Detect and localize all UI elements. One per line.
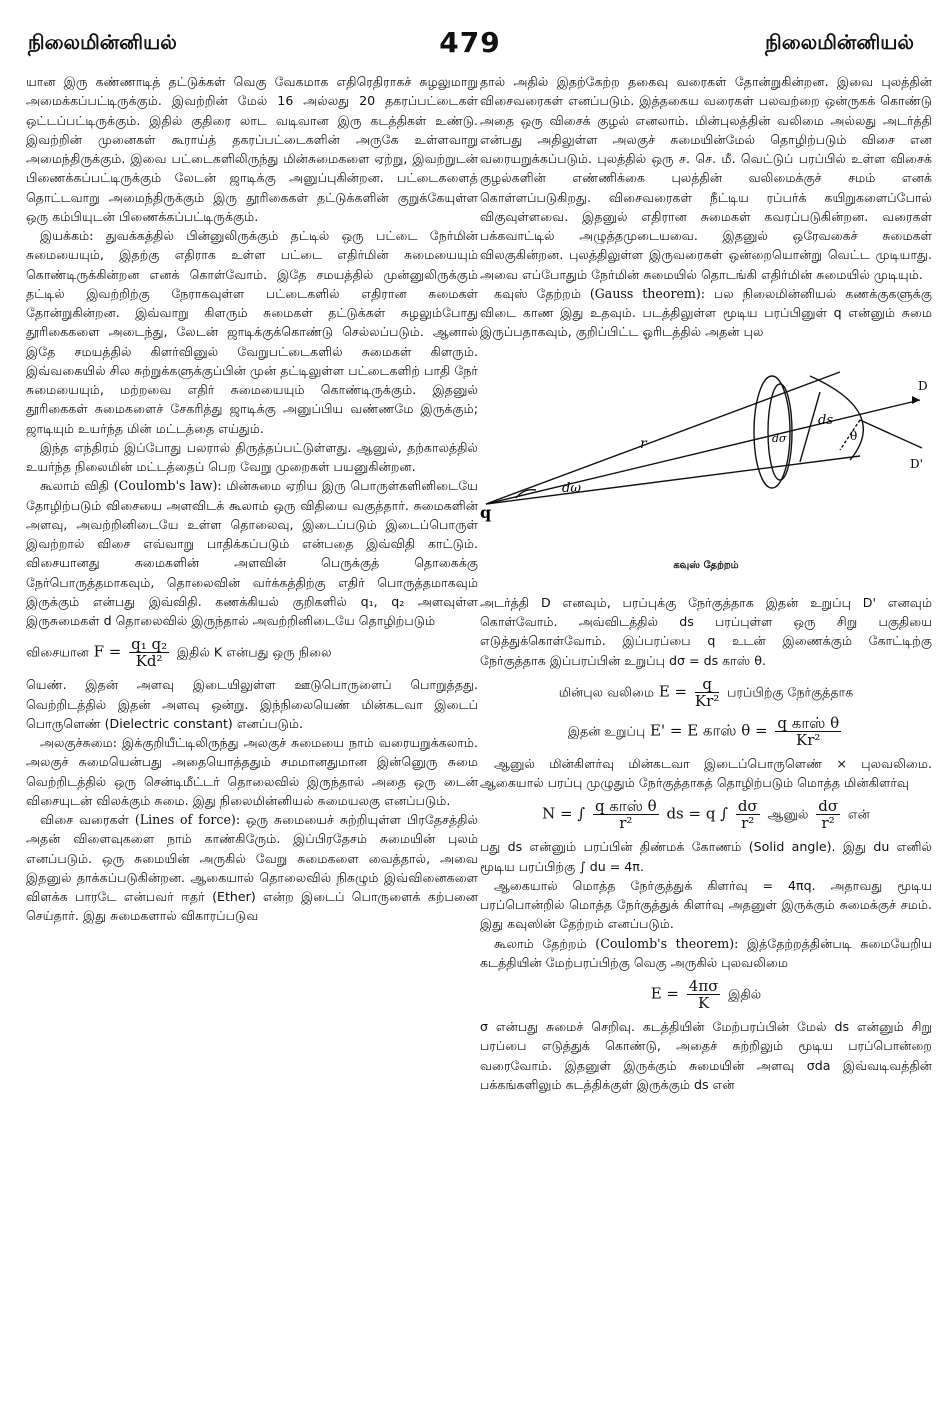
paragraph-text: பல நிலைமின்னியல் கணக்குகளுக்கு விடை காண இது உதவும். படத்திலுள்ள மூடிய பரப்பினுள் q என்னும் சுமை இருப்பதாகவும், குறிப்பிட்ட ஓரிடத்தில் அதன் புல bbox=[480, 285, 932, 340]
gauss-diagram bbox=[480, 352, 932, 552]
paragraph: σ என்பது சுமைச் செறிவு. கடத்தியின் மேற்பரப்பின் மேல் ds என்னும் சிறு பரப்பை எடுத்துக் கொண்டு, அதைச் சுற்றிலும் மூடிய பரப்பொன்றை வரைவோம். இதனுள் இருக்கும் சுமையின் அளவு σda இவ்வடிவத்தின் பக்கங்களிலும் கடத்திக்குள் இருக்கும் ds என் bbox=[480, 1019, 932, 1092]
formula-lhs: E = bbox=[650, 984, 680, 1003]
cone-lower-edge bbox=[486, 456, 860, 504]
section-term: கவுஸ் தேற்றம் (Gauss theorem): bbox=[494, 285, 706, 301]
formula-suffix: பரப்பிற்கு நேர்குத்தாக bbox=[727, 684, 854, 700]
paragraph: யான இரு கண்ணாடித் தட்டுக்கள் வெகு வேகமாக எதிரெதிராகச் சுழலுமாறு அமைக்கப்பட்டிருக்கும். இவற்றின் மேல் 16 அல்லது 20 தகரப்பட்டைகள் ஒட்டப்பட்டிருக்கும். இதில் குதிரை லாட வடிவான இரு கடத்திகள் உண்டு. இவற்றின் முனைகள் கூராய்த் தகரப்பட்டைகளின் அருகே உள்ளவாறு அமைந்திருக்கும். இவை பட்டைகளிலிருந்து மின்சுமைகளை ஏற்று, இவற்றுடன் பிணைக்கப்பட்டிருக்கும் லேடன் ஜாடிக்கு அனுப்புகின்றன. பட்டைகளைத் தொட்டவாறு அமைந்திருக்கும் இரு தூரிகைகள் தட்டுக்களின் குறுக்கேயுள்ள ஒரு கம்பியுடன் பிணைக்கப்பட்டிருக்கும். bbox=[26, 74, 478, 224]
formula-word: ஆனுல் bbox=[767, 806, 809, 822]
running-title-left: நிலைமின்னியல் bbox=[28, 30, 177, 54]
surface-field-formula bbox=[480, 978, 932, 1011]
formula-suffix: இதில் bbox=[728, 986, 762, 1002]
label-D: D bbox=[918, 378, 928, 393]
paragraph bbox=[480, 284, 932, 342]
fraction bbox=[695, 676, 719, 709]
numerator: q₁ q₂ bbox=[131, 635, 168, 654]
label-q: q bbox=[480, 502, 492, 522]
formula-prefix: மின்புல வலிமை bbox=[558, 684, 655, 700]
formula-suffix: இதில் K என்பது ஒரு நிலை bbox=[176, 644, 332, 660]
denominator: r² bbox=[741, 814, 755, 833]
formula-prefix: விசையான bbox=[26, 644, 89, 660]
formula-lhs: F = bbox=[93, 642, 122, 661]
paragraph: ஆனுல் மின்கிளர்வு மின்கடவா இடைப்பொருளெண் × புலவலிமை. ஆகையால் பரப்பு முழுதும் நேர்குத்தாகத் தொழிற்படும் மொத்த மின்கிளர்வு bbox=[480, 755, 932, 790]
paragraph bbox=[26, 733, 478, 810]
left-column bbox=[26, 72, 478, 926]
formula-suffix: என் bbox=[847, 806, 870, 822]
numerator: 4πσ bbox=[688, 977, 719, 995]
fraction bbox=[129, 636, 169, 669]
fraction bbox=[687, 978, 721, 1011]
right-column bbox=[480, 72, 932, 1094]
numerator: q காஸ் θ bbox=[594, 797, 657, 816]
radius-line bbox=[486, 400, 920, 504]
numerator: dσ bbox=[818, 797, 839, 816]
coulomb-formula bbox=[26, 636, 478, 669]
denominator: r² bbox=[619, 814, 633, 833]
denominator: Kr² bbox=[796, 730, 821, 749]
fraction bbox=[816, 798, 840, 831]
paragraph: தால் அதில் இதற்கேற்ற தகைவு வரைகள் தோன்றுகின்றன. இவை புலத்தின் விசைவரைகள் எனப்படும். இத்தகைய வரைகள் பலவற்றை ஒன்ருகக் கொண்டு அதை ஒரு விசைக் குழல் எனலாம். மின்புலத்தின் வலிமை அல்லது அடர்த்தி என்பது அதிலுள்ள அலகுச் சுமையின்மேல் தொழிற்படும் விசை என வரையறுக்கப்படும். புலத்தில் ஒரு ச. செ. மீ. வெட்டுப் பரப்பில் உள்ள விசைக் குழல்களின் எண்ணிக்கை புலத்தின் வலிமைக்குச் சமம் எனக் கொள்ளப்படுகிறது. விசைவரைகள் நீட்டிய ரப்பர்க் கயிறுகளைப்போல் விகுவுள்ளவை. இதனுல் எதிரான சுமைகள் கவரப்படுகின்றன. வரைகள் பக்கவாட்டில் அழுத்தமுடையவை. இதனுல் ஒரேவகைச் சுமைகள் விலகுகின்றன. புலத்திலுள்ள இருவரைகள் ஒன்றையொன்று வெட்ட முடியாது. அவை எப்போதும் நேர்மின் சுமையில் தொடங்கி எதிர்மின் சுமையில் முடியும். bbox=[480, 74, 932, 282]
denominator: K bbox=[698, 994, 710, 1012]
formula-mid: ds = q ∫ bbox=[666, 804, 729, 823]
denominator: Kr² bbox=[694, 691, 720, 710]
fraction bbox=[775, 715, 841, 748]
gauss-figure bbox=[480, 352, 932, 552]
paragraph-text: ஒரு சுமையைச் சுற்றியுள்ள பிரதேசத்தில் அதன் விளைவுகளை நாம் காண்கிருேம். இப்பிரதேசம் சுமையின் புலம் எனப்படும். ஒரு சுமையின் அருகில் வேறு சுமைகளை வைத்தால், அவை இதனுல் தாக்கப்படுகின்றன. ஆகையால் தொலைவில் நிகழும் இவ்வினைகளை விளக்க பாரடே என்பவர் ஈதர் (Ether) என்ற இடைப் பொருளைக் கற்பனை செய்தார். இது சுமைகளால் விகாரப்படுவ bbox=[26, 812, 478, 924]
arrow-head-d bbox=[912, 396, 920, 404]
section-term: இயக்கம்: bbox=[40, 228, 94, 243]
formula-lhs: E = bbox=[658, 682, 688, 701]
paragraph: ஆகையால் மொத்த நேர்குத்துக் கிளர்வு = 4πq. அதாவது மூடிய பரப்பொன்றில் மொத்த நேர்குத்துக் கிளர்வு அதனுள் இருக்கும் சுமைக்குச் சமம். இது கவுஸின் தேற்றம் எனப்படும். bbox=[480, 877, 932, 932]
fraction bbox=[736, 798, 760, 831]
figure-caption: கவுஸ் தேற்றம் bbox=[673, 559, 739, 571]
flux-formula bbox=[480, 798, 932, 831]
paragraph: அடர்த்தி D எனவும், பரப்புக்கு நேர்குத்தாக இதன் உறுப்பு D' எனவும் கொள்வோம். அவ்விடத்தில் ds பரப்புள்ள ஒரு சிறு பகுதியை எடுத்துக்கொள்வோம். இப்பரப்பை q உடன் இணைக்கும் கோட்டிற்கு நேர்குத்தாக இப்பரப்பின் உறுப்பு dσ = ds காஸ் θ. bbox=[480, 594, 932, 668]
section-term: அலகுச்சுமை: bbox=[40, 735, 118, 750]
section-term: விசை வரைகள் (Lines of force): bbox=[40, 812, 241, 827]
paragraph bbox=[26, 810, 478, 926]
label-D-prime: D' bbox=[910, 456, 923, 471]
formula-prefix: இதன் உறுப்பு bbox=[567, 723, 646, 739]
section-term: கூலாம் விதி (Coulomb's law): bbox=[40, 478, 222, 494]
field-formula bbox=[480, 676, 932, 709]
label-ds: ds bbox=[818, 412, 833, 428]
formula-lhs: E' = E காஸ் θ = bbox=[650, 721, 768, 740]
paragraph bbox=[26, 226, 478, 438]
paragraph: யெண். இதன் அளவு இடையிலுள்ள ஊடுபொருளைப் பொறுத்தது. வெற்றிடத்தில் இதன் அளவு ஒன்று. இந்நிலையெண் மின்கடவா இடைப் பொருளெண் (Dielectric constant) எனப்படும். bbox=[26, 677, 478, 731]
paragraph: இந்த எந்திரம் இப்போது பலரால் திருத்தப்பட்டுள்ளது. ஆனுல், தற்காலத்தில் உயர்ந்த நிலைமின் மட்டத்தைப் பெற வேறு முறைகள் பயனுகின்றன. bbox=[26, 439, 478, 474]
page-number: 479 bbox=[439, 26, 501, 59]
paragraph: பது ds என்னும் பரப்பின் திண்மக் கோணம் (Solid angle). இது du எனில் மூடிய பரப்பிற்கு ∫ du = 4π. bbox=[480, 839, 932, 874]
section-term: கூலாம் தேற்றம் (Coulomb's theorem): bbox=[494, 935, 739, 951]
label-r: r bbox=[640, 435, 647, 452]
denominator: Kd² bbox=[135, 652, 163, 671]
denominator: r² bbox=[821, 814, 835, 833]
component-formula bbox=[480, 715, 932, 748]
paragraph bbox=[26, 476, 478, 630]
running-title-right: நிலைமின்னியல் bbox=[765, 30, 914, 54]
label-theta: θ bbox=[850, 428, 858, 443]
numerator: q காஸ் θ bbox=[777, 713, 840, 732]
label-dw: dω bbox=[562, 480, 581, 496]
label-dsigma: dσ bbox=[772, 431, 787, 445]
normal-line bbox=[860, 420, 922, 448]
fraction bbox=[593, 798, 659, 831]
numerator: q bbox=[695, 676, 719, 693]
paragraph-text: இத்தேற்றத்தின்படி சுமையேறிய கடத்தியின் மேற்பரப்பிற்கு வெகு அருகில் புலவலிமை bbox=[480, 935, 933, 970]
page-header bbox=[0, 26, 940, 66]
ds-boundary bbox=[800, 392, 820, 462]
paragraph-text: மின்சுமை ஏறிய இரு பொருள்களினிடையே தோழிற்படும் விசையை அளவிடக் கூலாம் ஒரு விதியை வகுத்தார். சுமைகளின் அளவு, அவற்றினிடையே உள்ள தொலைவு, இடைப்படும் இடைப்பொருள் இவற்றால் விசை எவ்வாறு பாதிக்கப்படும் என்பதை இவ்விதி காட்டும். விசையானது சுமைகளின் அளவின் பெருக்குத் தொகைக்கு நேர்பொருத்தமாகவும், தொலைவின் வர்க்கத்திற்கு எதிர் பொருத்தமாகவும் இருக்கும் என்பது இவ்விதி. கணக்கியல் குறிகளில் q₁, q₂ அளவுள்ள இருசுமைகள் d தொலைவில் இருந்தால் அவற்றினிடையே தொழிற்படும் bbox=[26, 478, 478, 628]
paragraph bbox=[480, 934, 932, 973]
paragraph-text: இக்குறியீட்டிலிருந்து அலகுச் சுமையை நாம் வரையறுக்கலாம். அலகுச் சுமையென்பது அதையொத்ததும் சமமானதுமான இன்னுெரு சுமை வெற்றிடத்தில் ஒரு சென்டிமீட்டர் தொலைவில் இருந்தால் அதை ஒரு டைன் விசையுடன் விலக்கும் சுமை. இது நிலைமின்னியல் சுமையலகு எனப்படும். bbox=[26, 735, 478, 808]
numerator: dσ bbox=[737, 797, 758, 816]
formula-lhs: N = ∫ bbox=[542, 804, 586, 823]
paragraph-text: துவக்கத்தில் பின்னுலிருக்கும் தட்டில் ஒரு பட்டை நேர்மின் சுமையையும், இதற்கு எதிராக உள்ள பட்டை எதிர்மின் சுமையையும் கொண்டிருக்கின்றன எனக் கொள்வோம். இதே சமயத்தில் முன்னுலிருக்கும் தட்டில் இவற்றிற்கு நேராகவுள்ள பட்டைகளில் எதிரான சுமைகள் தோன்றுகின்றன. இவ்வாறு கிளரும் சுமைகள் தட்டுக்கள் சுழலும்போது தூரிகைகளை அடைந்து, லேடன் ஜாடிக்குக்கொண்டு செல்லப்படும். ஆனால் இதே சமயத்தில் கிளர்வினுல் வேறுபட்டைகளில் சுமைகள் கிளரும். இவ்வகையில் சில சுற்றுக்களுக்குப்பின் முன் தட்டிலுள்ள பட்டைகளிற் பாதி நேர் சுமையையும், மற்றவை எதிர் சுமையையும் கொண்டிருக்கும். இதனுல் தூரிகைகள் சுமைகளைச் சேகரித்து ஜாடிக்கு அனுப்பிய வண்ணமே இருக்கும்; ஜாடியும் உயர்ந்த மின் மட்டத்தை எய்தும். bbox=[26, 228, 478, 436]
